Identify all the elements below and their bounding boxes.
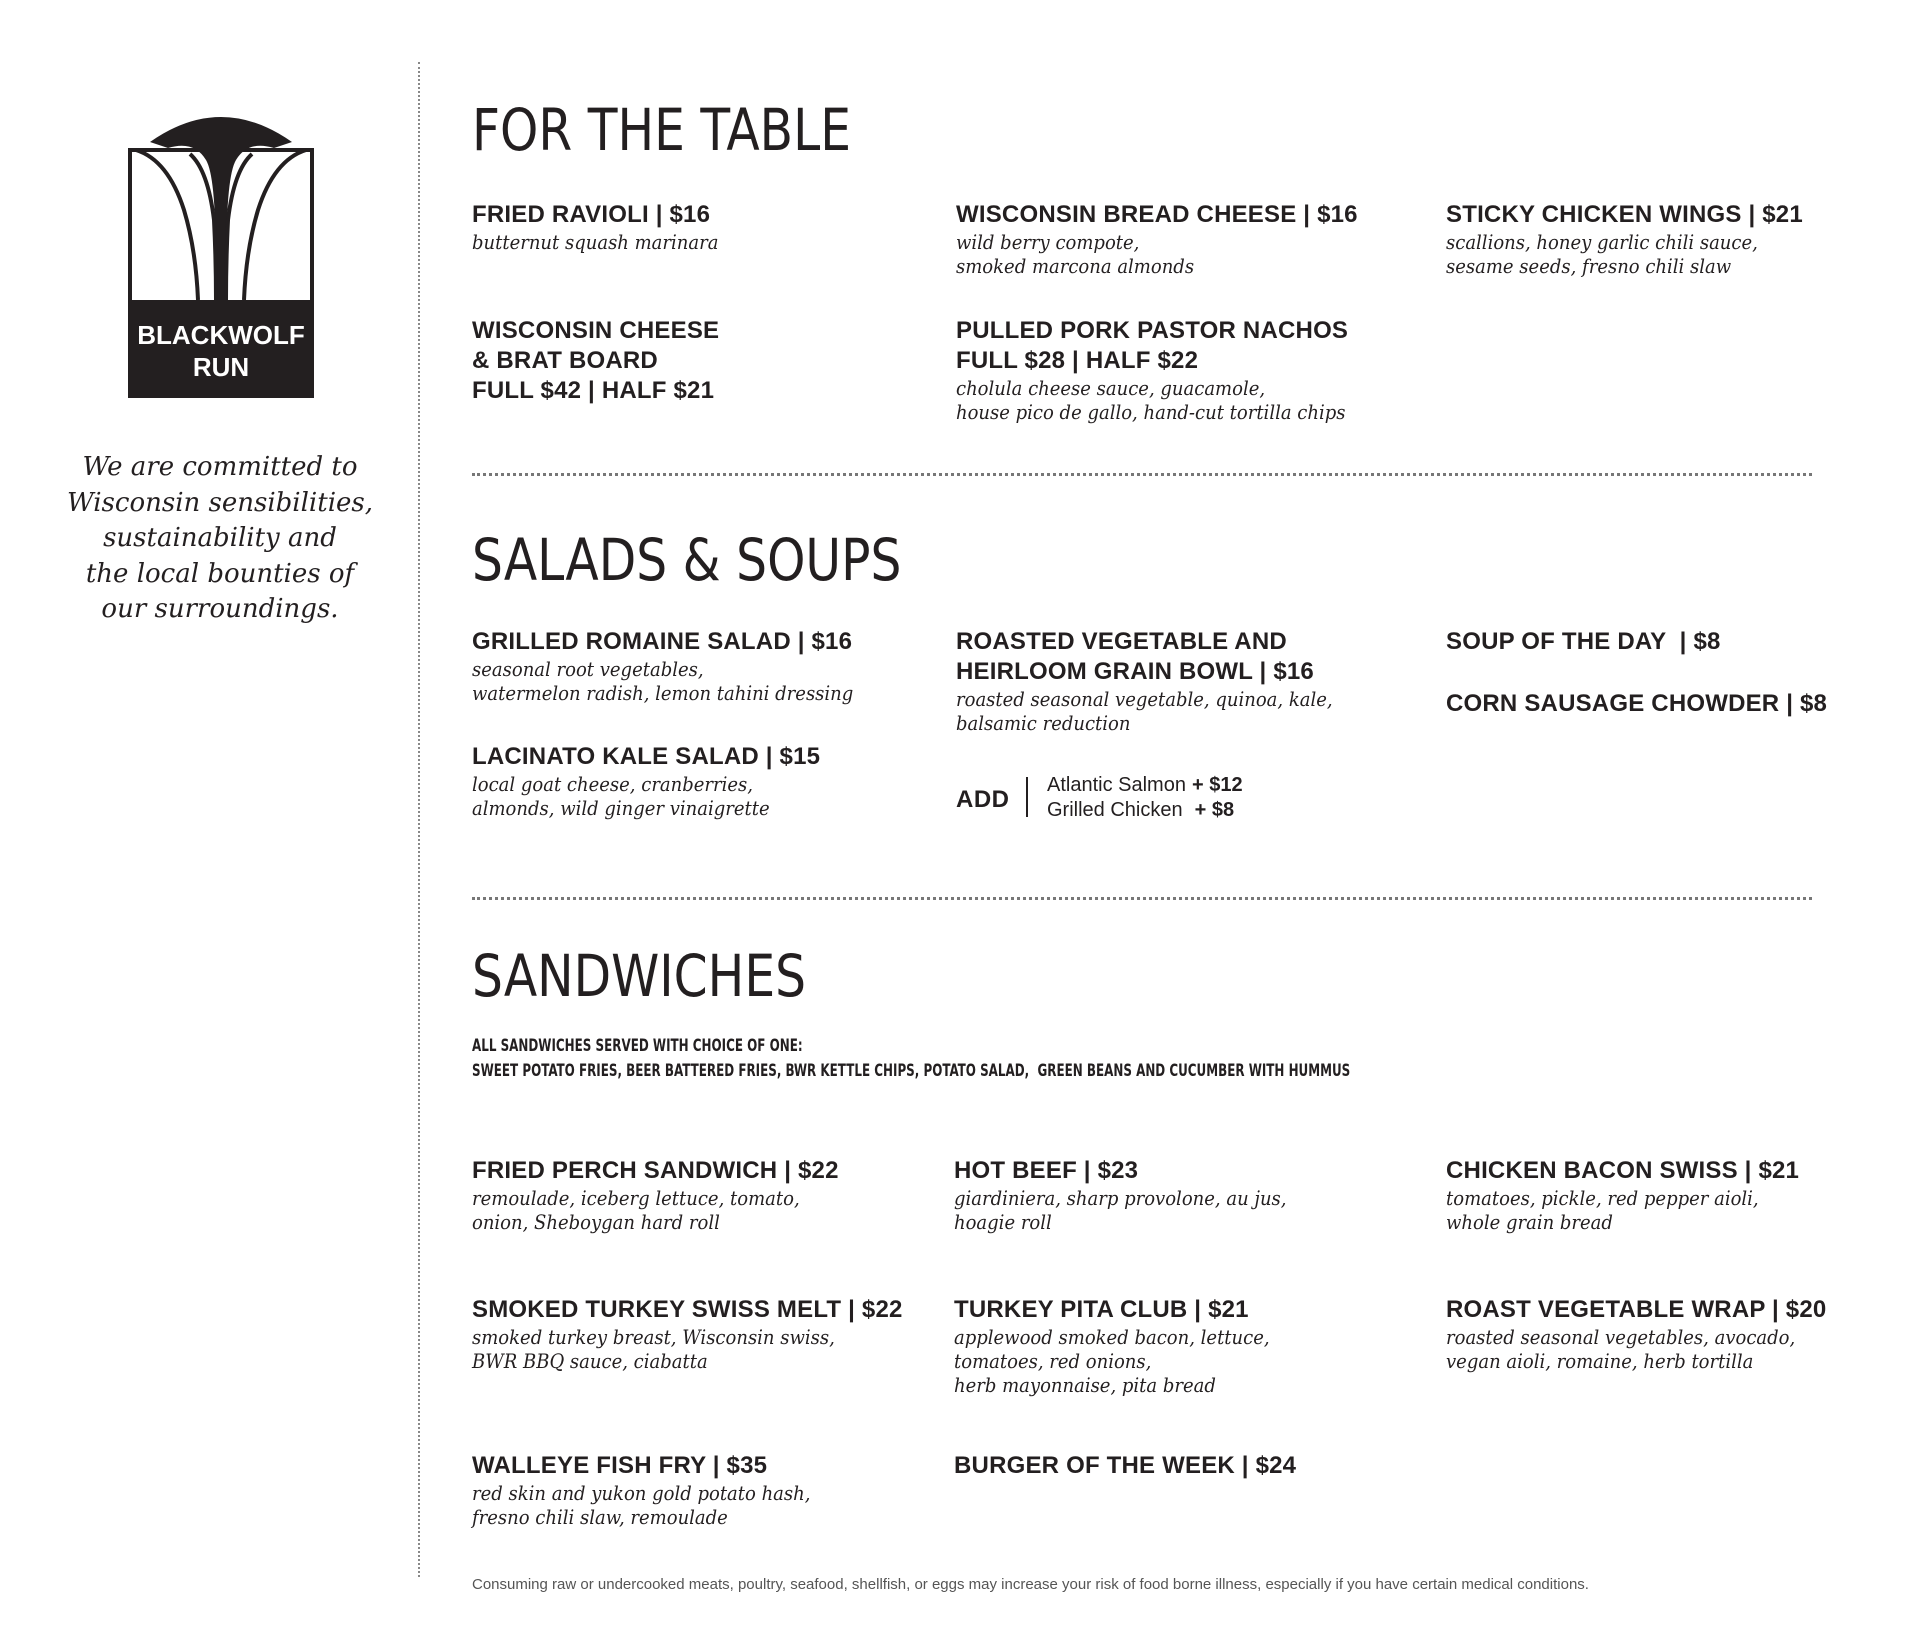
menu-item-smoked-turkey-swiss-melt <box>472 1295 903 1373</box>
note-line: SWEET POTATO FRIES, BEER BATTERED FRIES, BWR KETTLE CHIPS, POTATO SALAD, GREEN BEANS AND CUCUMBER WITH HUMMUS <box>472 1061 1351 1081</box>
item-description <box>954 1325 1270 1397</box>
desc-line: almonds, wild ginger vinaigrette <box>472 796 770 820</box>
desc-line: seasonal root vegetables, <box>472 657 704 681</box>
menu-item-burger-of-the-week <box>954 1451 1296 1481</box>
section-title-for-the-table: FOR THE TABLE <box>472 96 852 164</box>
blackwolf-run-logo <box>128 100 314 398</box>
desc-line: sesame seeds, fresno chili slaw <box>1446 254 1732 278</box>
item-description <box>472 772 785 820</box>
item-name: ROAST VEGETABLE WRAP | $20 <box>1446 1296 1827 1323</box>
section-title-sandwiches: SANDWICHES <box>472 942 807 1010</box>
menu-item-fried-ravioli <box>472 200 746 254</box>
desc-line: local goat cheese, cranberries, <box>472 772 754 796</box>
menu-item-fried-perch-sandwich <box>472 1156 839 1234</box>
section-divider <box>472 897 1812 900</box>
item-name: STICKY CHICKEN WINGS | $21 <box>1446 201 1803 228</box>
addon-option <box>1047 798 1234 823</box>
desc-line: roasted seasonal vegetables, avocado, <box>1446 1325 1796 1349</box>
desc-line: tomatoes, pickle, red pepper aioli, <box>1446 1186 1759 1210</box>
desc-line: giardiniera, sharp provolone, au jus, <box>954 1186 1287 1210</box>
menu-item-chicken-bacon-swiss <box>1446 1156 1799 1234</box>
note-line: ALL SANDWICHES SERVED WITH CHOICE OF ONE: <box>472 1036 803 1056</box>
item-description <box>956 230 1318 278</box>
item-description <box>954 1186 1287 1234</box>
addon-name: Grilled Chicken <box>1047 799 1183 821</box>
item-name: BURGER OF THE WEEK | $24 <box>954 1452 1297 1479</box>
item-name: FRIED RAVIOLI | $16 <box>472 201 711 228</box>
desc-line: watermelon radish, lemon tahini dressing <box>472 681 854 705</box>
desc-line: applewood smoked bacon, lettuce, <box>954 1325 1270 1349</box>
item-name <box>472 316 719 406</box>
desc-line: smoked turkey breast, Wisconsin swiss, <box>472 1325 835 1349</box>
desc-line: fresno chili slaw, remoulade <box>472 1505 728 1529</box>
addon-option <box>1047 773 1243 798</box>
desc-line: cholula cheese sauce, guacamole, <box>956 376 1266 400</box>
name-line: WISCONSIN CHEESE <box>472 317 720 344</box>
sandwich-sides-note <box>472 1034 1350 1084</box>
menu-item-cheese-brat-board <box>472 316 719 406</box>
menu-item-pulled-pork-nachos <box>956 316 1389 424</box>
item-description: butternut squash marinara <box>472 230 719 254</box>
desc-line: hoagie roll <box>954 1210 1052 1234</box>
menu-item-wisconsin-bread-cheese <box>956 200 1358 278</box>
name-line: HEIRLOOM GRAIN BOWL | $16 <box>956 658 1314 685</box>
desc-line: smoked marcona almonds <box>956 254 1195 278</box>
item-name <box>956 316 1389 376</box>
menu-item-corn-sausage-chowder <box>1446 689 1827 719</box>
desc-line: red skin and yukon gold potato hash, <box>472 1481 811 1505</box>
addon-price: + $8 <box>1194 799 1235 821</box>
section-title-salads-soups: SALADS & SOUPS <box>472 526 902 594</box>
logo-text-line1: BLACKWOLF <box>137 320 305 350</box>
name-line: FULL $42 | HALF $21 <box>472 377 715 404</box>
item-description <box>1446 1325 1795 1373</box>
food-safety-disclaimer: Consuming raw or undercooked meats, poultry, seafood, shellfish, or eggs may increase your risk of food borne illness, especially if you have certain medical conditions. <box>472 1576 1589 1593</box>
mission-line: sustainability and <box>103 523 337 553</box>
vertical-divider <box>418 62 420 1577</box>
item-name: WALLEYE FISH FRY | $35 <box>472 1452 768 1479</box>
menu-item-grain-bowl <box>956 627 1374 735</box>
menu-item-walleye-fish-fry <box>472 1451 848 1529</box>
item-name: FRIED PERCH SANDWICH | $22 <box>472 1157 839 1184</box>
section-divider <box>472 473 1812 476</box>
mission-line: the local bounties of <box>85 558 355 589</box>
item-description <box>472 1186 802 1234</box>
item-name: TURKEY PITA CLUB | $21 <box>954 1296 1249 1323</box>
desc-line: balsamic reduction <box>956 711 1131 735</box>
menu-item-hot-beef <box>954 1156 1323 1234</box>
item-name: SOUP OF THE DAY | $8 <box>1446 628 1721 655</box>
desc-line: vegan aioli, romaine, herb tortilla <box>1446 1349 1754 1373</box>
menu-item-roast-vegetable-wrap <box>1446 1295 1834 1373</box>
desc-line: whole grain bread <box>1446 1210 1613 1234</box>
add-separator <box>1026 777 1028 817</box>
item-description <box>472 1325 860 1373</box>
mission-line: We are committed to <box>82 452 358 482</box>
item-description <box>1446 230 1767 278</box>
mission-line: our surroundings. <box>101 594 339 624</box>
item-name: GRILLED ROMAINE SALAD | $16 <box>472 628 853 655</box>
item-name: CORN SAUSAGE CHOWDER | $8 <box>1446 690 1828 717</box>
desc-line: tomatoes, red onions, <box>954 1349 1152 1373</box>
name-line: & BRAT BOARD <box>472 347 658 374</box>
menu-item-lacinato-kale-salad <box>472 742 820 820</box>
item-description <box>472 1481 810 1529</box>
desc-line: house pico de gallo, hand-cut tortilla chips <box>956 400 1346 424</box>
desc-line: roasted seasonal vegetable, quinoa, kale, <box>956 687 1333 711</box>
addon-name: Atlantic Salmon <box>1047 774 1186 796</box>
desc-line: onion, Sheboygan hard roll <box>472 1210 720 1234</box>
desc-line: wild berry compote, <box>956 230 1140 254</box>
name-line: PULLED PORK PASTOR NACHOS <box>956 317 1349 344</box>
menu-item-turkey-pita-club <box>954 1295 1305 1397</box>
item-name <box>956 627 1374 687</box>
menu-item-sticky-chicken-wings <box>1446 200 1803 278</box>
item-description <box>1446 1186 1764 1234</box>
mission-statement <box>60 450 380 628</box>
item-name: SMOKED TURKEY SWISS MELT | $22 <box>472 1296 903 1323</box>
item-name: HOT BEEF | $23 <box>954 1157 1139 1184</box>
item-description <box>956 687 1333 735</box>
desc-line: BWR BBQ sauce, ciabatta <box>472 1349 708 1373</box>
item-name: CHICKEN BACON SWISS | $21 <box>1446 1157 1800 1184</box>
menu-item-soup-of-the-day <box>1446 627 1721 657</box>
logo-text-line2: RUN <box>192 352 250 382</box>
item-name: WISCONSIN BREAD CHEESE | $16 <box>956 201 1358 228</box>
name-line: FULL $28 | HALF $22 <box>956 347 1199 374</box>
desc-line: herb mayonnaise, pita bread <box>954 1373 1216 1397</box>
add-label: ADD <box>956 786 1010 813</box>
item-description <box>472 657 853 705</box>
desc-line: remoulade, iceberg lettuce, tomato, <box>472 1186 800 1210</box>
desc-line: scallions, honey garlic chili sauce, <box>1446 230 1758 254</box>
item-description <box>956 376 1345 424</box>
menu-item-grilled-romaine-salad <box>472 627 896 705</box>
name-line: ROASTED VEGETABLE AND <box>956 628 1287 655</box>
item-name: LACINATO KALE SALAD | $15 <box>472 743 821 770</box>
addon-price: + $12 <box>1191 774 1243 796</box>
mission-line: Wisconsin sensibilities, <box>66 487 374 518</box>
